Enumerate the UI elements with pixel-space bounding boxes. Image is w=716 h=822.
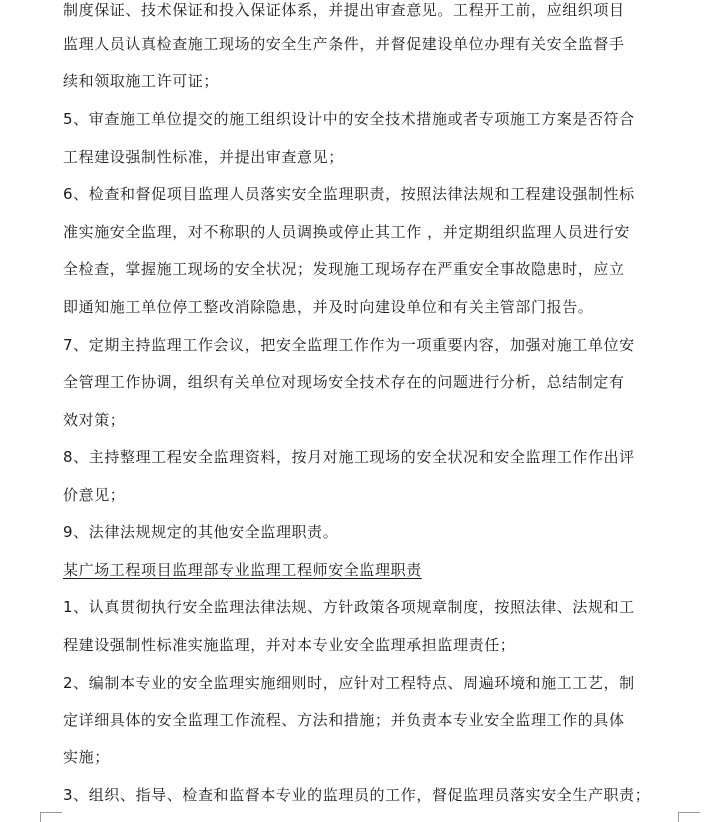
text-line: 监理人员认真检查施工现场的安全生产条件，并督促建设单位办理有关安全监督手 [63, 35, 625, 53]
text-line: 全检查，掌握施工现场的安全状况；发现施工现场存在严重安全事故隐患时，应立 [63, 260, 625, 278]
text-line: 5、审查施工单位提交的施工组织设计中的安全技术措施或者专项施工方案是否符合 [63, 110, 635, 128]
text-line: 准实施安全监理，对不称职的人员调换或停止其工作 ，并定期组织监理人员进行安 [63, 223, 630, 241]
text-line: 程建设强制性标准实施监理，并对本专业安全监理承担监理责任； [63, 636, 516, 654]
text-line: 全管理工作协调，组织有关单位对现场安全技术存在的问题进行分析，总结制定有 [63, 373, 625, 391]
text-line: 制度保证、技术保证和投入保证体系，并提出审查意见。工程开工前，应组织项目 [63, 1, 625, 19]
text-line: 定详细具体的安全监理工作流程、方法和措施；并负责本专业安全监理工作的具体 [63, 711, 625, 729]
text-line: 2、编制本专业的安全监理实施细则时，应针对工程特点、周遍环境和施工工艺，制 [63, 674, 635, 692]
text-line: 效对策； [63, 411, 126, 429]
crop-mark-left-vertical [40, 812, 41, 822]
text-line: 价意见； [63, 486, 126, 504]
text-line: 3、组织、指导、检查和监督本专业的监理员的工作，督促监理员落实安全生产职责； [63, 786, 651, 804]
crop-mark-left-horizontal [40, 812, 62, 813]
text-line: 实施； [63, 748, 110, 766]
text-line: 8、主持整理工程安全监理资料，按月对施工现场的安全状况和安全监理工作作出评 [63, 448, 635, 466]
text-line: 6、检查和督促项目监理人员落实安全监理职责，按照法律法规和工程建设强制性标 [63, 185, 635, 203]
crop-mark-right-vertical [678, 812, 679, 822]
text-line: 续和领取施工许可证； [63, 72, 220, 90]
text-line: 9、法律法规规定的其他安全监理职责。 [63, 523, 339, 541]
text-line: 即通知施工单位停工整改消除隐患，并及时向建设单位和有关主管部门报告。 [63, 298, 594, 316]
text-line: 1、认真贯彻执行安全监理法律法规、方针政策各项规章制度，按照法律、法规和工 [63, 598, 635, 616]
crop-mark-right-horizontal [678, 812, 700, 813]
text-line: 工程建设强制性标准，并提出审查意见； [63, 148, 344, 166]
section-heading: 某广场工程项目监理部专业监理工程师安全监理职责 [63, 561, 422, 579]
text-line: 7、定期主持监理工作会议，把安全监理工作作为一项重要内容，加强对施工单位安 [63, 336, 635, 354]
